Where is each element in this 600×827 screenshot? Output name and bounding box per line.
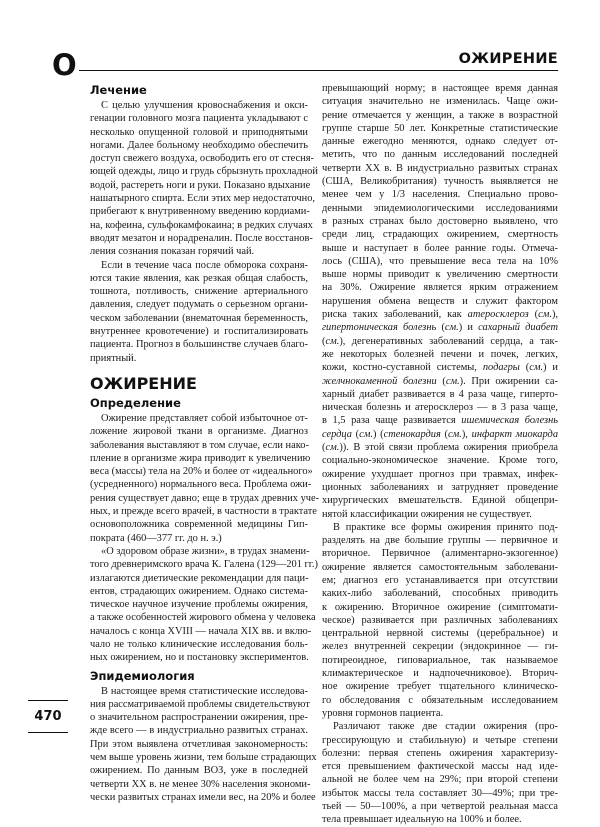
text-run: ) и (543, 362, 558, 374)
text-line (322, 454, 558, 467)
heading-epidemiology: Эпидемиология (90, 668, 195, 683)
text-line: жде всего — в индустриально развитых странах. (90, 725, 308, 737)
text-line (322, 321, 558, 334)
text-run: выше и наступает в более ранние годы. Отмеча- (322, 242, 558, 254)
text-line: «О здоровом образе жизни», в трудах знамени- (101, 545, 310, 557)
text-line (322, 281, 558, 294)
text-line: болезни: первая степень ожирения характеризу- (322, 747, 558, 759)
text-line (322, 202, 558, 215)
heading-definition: Определение (90, 395, 181, 410)
text-line: к ожирению. Вторичное ожирение (симптомати- (322, 601, 558, 613)
italic-run: инфаркт миокарда (471, 428, 559, 440)
text-line (322, 188, 558, 201)
text-line: четверти XX в. не менее 30% населения экономи- (90, 778, 311, 790)
text-line (322, 95, 558, 108)
text-line: внутреннее кровотечение) и госпитализировать (90, 326, 308, 338)
italic-run: сахарный диабет (478, 322, 558, 334)
text-line (322, 335, 558, 348)
text-line: ческое) развивается при различных заболеваниях (322, 614, 558, 626)
text-run: на 30%. Ожирение является ярким отражением (322, 282, 558, 294)
epidemiology-paragraph-continued (322, 82, 558, 521)
italic-run: атеросклероз (467, 309, 529, 321)
text-line: доступ свежего воздуха, освободить его от стесня- (90, 153, 314, 165)
italic-run: см. (444, 322, 459, 334)
text-line: При этом выявлена отчетливая закономерность: (90, 738, 308, 750)
text-line (322, 308, 558, 321)
italic-run: см. (325, 335, 340, 347)
epidemiology-paragraph-1 (90, 685, 317, 805)
text-line: тическое научное изучение проблемы ожирения, (90, 599, 308, 611)
treatment-paragraph-2 (90, 259, 308, 365)
text-line: вводят мезатон и норадреналин. После восстанов- (90, 232, 313, 244)
text-run: ситуация значительно не изменилась. Чаще ожи- (322, 96, 558, 108)
text-line: ожирением. По данным ВОЗ, уже в последней (90, 765, 308, 777)
text-line (322, 109, 558, 122)
text-line (322, 428, 558, 441)
text-run: лось (США), что превышение веса тела на 10% (322, 255, 558, 267)
text-run: ническая болезнь и атеросклероз — в 3 раза чаще, (322, 402, 558, 414)
text-line (322, 82, 558, 95)
text-line (322, 122, 558, 135)
text-line: заболевания выставляют в том случае, если нако- (90, 439, 309, 451)
text-run: нятой классификации ожирения не существует. (322, 508, 532, 520)
text-run: ( (528, 309, 539, 321)
text-run: ( (351, 428, 360, 440)
text-line: ется превышением фактической массы над иде- (322, 761, 558, 773)
text-line: пациента. Прогноз в большинстве случаев благо- (90, 339, 309, 351)
left-column (90, 82, 320, 804)
text-line (322, 481, 558, 494)
text-line: ногами. Далее больному необходимо обеспечить (90, 139, 308, 151)
text-line: грессирующую и стабильную) и четыре степени (322, 734, 558, 746)
text-line: В практике все формы ожирения принято под- (333, 521, 558, 533)
text-line (322, 361, 558, 374)
text-line: тьей — 50—100%, а при четвертой реальная масса (322, 801, 558, 813)
text-line: потиреоидное, гиповариальное, так называемое (322, 654, 558, 666)
text-run: риска таких заболеваний, как (322, 309, 468, 321)
italic-run: сердца (322, 428, 352, 440)
text-line (322, 255, 558, 268)
text-line: (усредненного) нормального веса. Проблема ожи- (90, 479, 312, 491)
text-line: ющей одежды, лицо и грудь сбрызнуть прохладной (90, 166, 318, 178)
text-line (322, 175, 558, 188)
text-line: разделять на две большие группы — первичное и (322, 535, 558, 547)
text-run: ционных заболеваниях и затрудняет проведение (322, 481, 558, 493)
text-line: ентов, страдающих ожирением. Однако система- (90, 585, 308, 597)
text-line (322, 375, 558, 388)
text-line: пление в организме жира приводит к увеличению (90, 452, 311, 464)
italic-run: см. (325, 442, 340, 454)
text-line: уровня гормонов пациента. (322, 707, 444, 719)
text-line (322, 508, 558, 521)
text-line: климактерическое и надпочечниковое). Вторич- (322, 668, 558, 680)
text-line (322, 215, 558, 228)
text-line: желез внутренней секреции (эндокринное — ги- (322, 641, 558, 653)
text-line: Ожирение представляет собой избыточное от- (101, 412, 308, 424)
text-line (322, 414, 558, 427)
text-line: Если в течение часа после обморока сохраня- (101, 259, 308, 271)
text-line: веса (массы) тела на 20% и более от «идеального» (90, 466, 313, 478)
text-line: а также особенностей жирового обмена у человека (90, 612, 316, 624)
text-run: ожирение ухудшает прогноз при травмах, инфек- (322, 468, 558, 480)
italic-run: см. (448, 428, 462, 440)
text-run: ( (440, 428, 448, 440)
italic-run: см. (445, 375, 460, 387)
text-line (322, 494, 558, 507)
text-line (322, 348, 558, 361)
definition-paragraph-1 (90, 412, 320, 545)
text-run: социально-экономическое значение. Кроме того, (322, 455, 558, 467)
section-letter: О (52, 48, 77, 82)
text-line: водой, растереть ноги и руки. Показано вдыхание (90, 179, 311, 191)
text-run: кожи, костно-суставной системы, (322, 362, 483, 374)
text-run: ), дегенеративных заболеваний сердца, а так- (339, 335, 558, 347)
text-line: несколько опущенной головой и приподнятыми (90, 126, 308, 138)
text-line: чем выше уровень жизни, тем больше страдающих (90, 752, 317, 764)
text-run: среди лиц, страдающих ожирением, смертность (322, 229, 558, 241)
text-line (322, 148, 558, 161)
article-title-obesity: ОЖИРЕНИЕ (90, 373, 197, 393)
text-line: того древнеримского врача К. Галена (129—201 гг.) (90, 559, 318, 571)
text-run: рение отмечается у женщин, а также в возрастной (322, 109, 558, 121)
text-run: же некоторых болезней печени и почек, легких, (322, 348, 558, 360)
classification-paragraph (322, 521, 558, 720)
text-line (322, 242, 558, 255)
stages-paragraph (322, 720, 558, 826)
text-line: нашатырного спирта. Если этих мер недостаточно, (90, 193, 315, 205)
treatment-paragraph-1 (90, 99, 318, 259)
text-line: чало не только клинические исследования боль- (90, 638, 308, 650)
italic-run: подагры (482, 362, 520, 374)
text-run: ( (519, 362, 530, 374)
right-column (322, 82, 558, 827)
text-run: харный диабет развивается в 4 раза чаще, гиперто- (322, 388, 558, 400)
text-line: С целью улучшения кровоснабжения и окси- (101, 100, 308, 111)
page-number: 470 (34, 709, 62, 724)
text-run: превышающий норму; в настоящее время данная (322, 83, 558, 94)
definition-paragraph-2 (90, 545, 318, 665)
italic-run: см. (359, 428, 373, 440)
text-run: ( (436, 322, 445, 334)
page-number-rule-bottom (28, 732, 68, 733)
text-line: прибегают к внутривенному введению кордиами- (90, 206, 310, 218)
page-number-rule-top (28, 700, 68, 701)
text-line: го обследования с обязательным исследованием (322, 694, 558, 706)
text-line (322, 401, 558, 414)
text-line: ных, и прежде всего врачей, в частности в трактате (90, 506, 317, 518)
text-run: метить, что по данным исследований последней (322, 149, 558, 161)
text-line: генации головного мозга пациента укладывают с (90, 113, 308, 125)
text-line (322, 162, 558, 175)
header-rule (79, 70, 558, 71)
text-run: ( (322, 442, 326, 454)
text-run: ) и (458, 322, 479, 334)
text-line (322, 228, 558, 241)
text-line: тела превышает идеальную на 100% и более. (322, 814, 522, 826)
text-line: о значительном распространении ожирения, пре- (90, 712, 308, 724)
text-run: данные ежегодно меняются, однако следует от- (322, 136, 558, 148)
text-line: ем; диагноз его устанавливается при отсутствии (322, 574, 558, 586)
text-line: ления сознания показан горячий чай. (90, 246, 255, 258)
text-line: ческом заболевании (внематочная беременность, (90, 312, 308, 324)
text-line: ложение жировой ткани в организме. Диагноз (90, 426, 308, 438)
text-line (322, 441, 558, 454)
text-line (322, 135, 558, 148)
italic-run: ишемическая болезнь (461, 415, 558, 427)
italic-run: см. (538, 309, 552, 321)
text-run: группе старше 50 лет. Конкретные статистические (322, 122, 558, 134)
text-line: началось с конца XVIII — начала XIX вв. и вклю- (90, 625, 312, 637)
text-run: денными эпидемиологическими исследованиями (322, 202, 558, 214)
text-line: давления, следует подумать о серьезном органи- (90, 299, 308, 311)
text-line (322, 388, 558, 401)
text-run: ( (322, 335, 326, 347)
text-line: пократа (460—377 гг. до н. э.) (90, 532, 222, 544)
italic-run: см. (529, 362, 544, 374)
text-line: центральной нервной системы (церебральное) и (322, 628, 558, 640)
text-line: ются такие явления, как резкая общая слабость, (90, 272, 308, 284)
text-run: ). При ожирении са- (459, 375, 558, 387)
running-title: ОЖИРЕНИЕ (458, 51, 558, 67)
text-line: вторичное. Первичное (алиментарно-экзогенное) (322, 548, 558, 560)
italic-run: гипертоническая болезнь (322, 322, 437, 334)
text-line: рения существует давно; еще в трудах древних уче- (90, 492, 320, 504)
text-line: альной не более чем на 29%; при второй степени (322, 774, 558, 786)
text-line: каких-либо заболеваний, способных приводить (322, 588, 558, 600)
text-line: ных ожирением, но и постановку экспериментов. (90, 652, 309, 664)
text-run: в 1,5 раза чаще развивается (322, 415, 462, 427)
text-run: ), (551, 309, 559, 321)
text-line: ожирение является самостоятельным заболевани- (322, 561, 558, 573)
text-line (322, 468, 558, 481)
text-run: ) ( (372, 428, 384, 440)
text-run: менее чем у 1/3 населения. Специально прово- (322, 189, 558, 201)
text-run: выше нормы приводит к увеличению смертности (322, 269, 558, 281)
italic-run: желчнокаменной болезни (322, 375, 437, 387)
text-line: излагаются диетические рекомендации для паци- (90, 572, 309, 584)
text-run: )). В этой связи проблема ожирения приобрела (339, 442, 558, 454)
text-run: хирургических вмешательств. Единой общепри- (322, 495, 558, 507)
text-line: Различают также две стадии ожирения (про- (333, 721, 558, 733)
text-line (322, 295, 558, 308)
text-line: на, кофеина, сульфокамфокаина; в редких случаях (90, 219, 313, 231)
text-line: основоположника современной медицины Гип- (90, 519, 308, 531)
heading-treatment: Лечение (90, 83, 147, 97)
text-run: четверти XX в. В индустриально развитых странах (322, 162, 558, 174)
text-line: В настоящее время статистические исследова- (101, 685, 308, 697)
text-run: нарушения обмена веществ и служит фактором (322, 295, 558, 307)
text-run: в разных странах было достоверно выявлено, что (322, 215, 558, 227)
text-run: ), (461, 428, 472, 440)
text-line: избыток массы тела составляет 30—49%; при тре- (322, 787, 558, 799)
text-line: чески развитых странах имели вес, на 20% и более (90, 791, 316, 803)
text-line: ное ожирение требует тщательного клиническо- (322, 681, 558, 693)
text-line: ния рассматриваемой проблемы свидетельствуют (90, 698, 310, 710)
italic-run: стенокардия (383, 428, 441, 440)
page-number-block (28, 700, 68, 733)
text-line: приятный. (90, 352, 137, 364)
text-line (322, 268, 558, 281)
text-run: ( (436, 375, 446, 387)
text-run: (США, Великобритания) тучность выявляется не (322, 176, 558, 188)
text-line: тошнота, потливость, снижение артериального (90, 286, 308, 298)
